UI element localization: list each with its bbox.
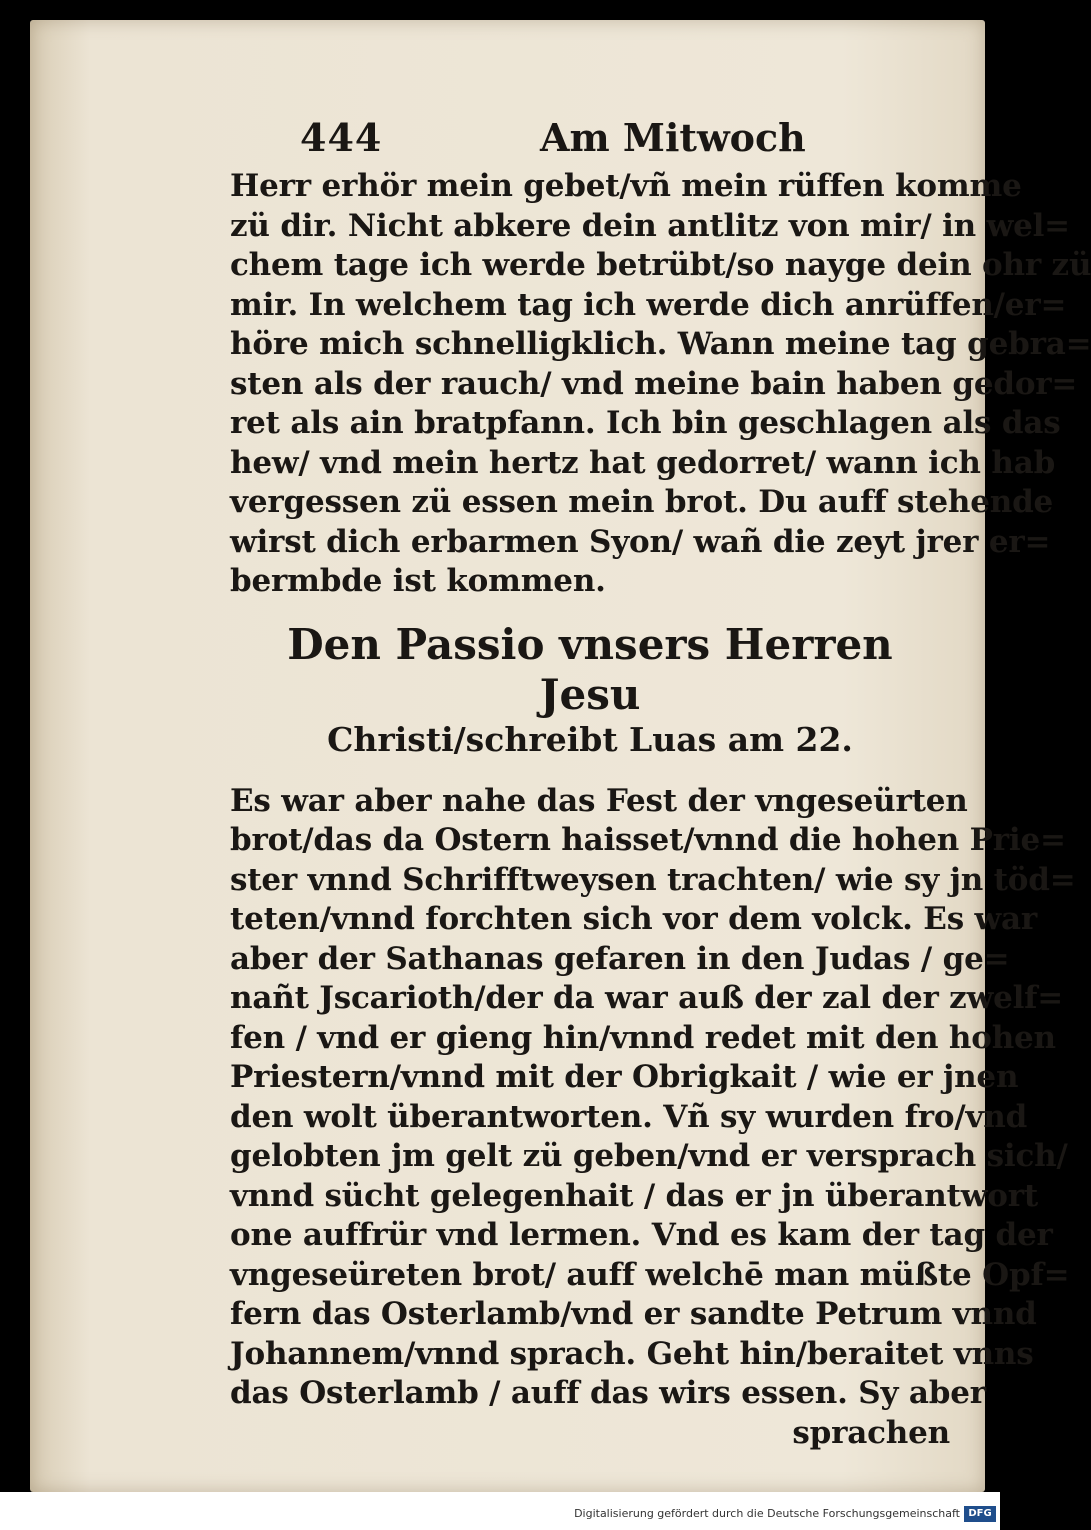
running-head: Am Mitwoch (540, 115, 806, 160)
text-line: Es war aber nahe das Fest der vngeseürten (230, 782, 968, 819)
page-number: 444 (300, 115, 383, 160)
text-line: Johannem/vnnd sprach. Geht hin/beraitet vnns (230, 1335, 1034, 1372)
paragraph-psalm (230, 167, 1091, 602)
text-line: den wolt überantworten. Vñ sy wurden fro/vnd (230, 1098, 1028, 1135)
text-line: one auffrür vnd lermen. Vnd es kam der tag der (230, 1217, 1053, 1253)
scanned-page (30, 20, 1091, 1492)
text-line: Priestern/vnnd mit der Obrigkait / wie er jnen (230, 1059, 1019, 1095)
text-line: höre mich schnelligklich. Wann meine tag gebra= (230, 326, 1091, 362)
text-line: fen / vnd er gieng hin/vnnd redet mit den hohen (230, 1019, 1056, 1056)
text-line: nañt Jscarioth/der da war auß der zal der zwelf= (230, 980, 1064, 1016)
text-line: brot/das da Ostern haisset/vnnd die hohen Prie= (230, 822, 1066, 858)
text-line: hew/ vnd mein hertz hat gedorret/ wann ich hab (230, 444, 1056, 481)
text-line: aber der Sathanas gefaren in den Judas / ge= (230, 940, 1010, 977)
text-line: mir. In welchem tag ich werde dich anrüffen/er= (230, 286, 1067, 323)
footer-bar (0, 1492, 1000, 1530)
text-line: teten/vnnd forchten sich vor dem volck. Es war (230, 901, 1038, 937)
text-line: wirst dich erbarmen Syon/ wañ die zeyt jrer er= (230, 523, 1051, 560)
text-line: vergessen zü essen mein brot. Du auff stehende (230, 484, 1054, 520)
page-header (230, 115, 990, 167)
section-heading: Den Passio vnsers Herren Jesu (287, 619, 893, 719)
paragraph-passion (230, 782, 1076, 1414)
text-block (230, 115, 1091, 1453)
text-line: vngeseüreten brot/ auff welchē man müßte Opf= (230, 1256, 1070, 1293)
text-line: bermbde ist kommen. (230, 563, 606, 599)
text-line: chem tage ich werde betrübt/so nayge dein ohr zü (230, 247, 1091, 283)
text-line: das Osterlamb / auff das wirs essen. Sy aber (230, 1375, 986, 1411)
text-line: zü dir. Nicht abkere dein antlitz von mir/ in wel= (230, 207, 1070, 244)
text-line: gelobten jm gelt zü geben/vnd er versprach sich/ (230, 1138, 1068, 1174)
text-line: vnnd sücht gelegenhait / das er jn überantwort (230, 1177, 1038, 1214)
dfg-logo: DFG (964, 1506, 996, 1522)
section-subheading: Christi/schreibt Luas am 22. (327, 719, 853, 759)
text-line: sten als der rauch/ vnd meine bain haben gedor= (230, 365, 1078, 402)
footer-credit: Digitalisierung gefördert durch die Deutsche Forschungsgemeinschaft (574, 1507, 960, 1520)
text-line: fern das Osterlamb/vnd er sandte Petrum vnnd (230, 1296, 1037, 1332)
catchword: sprachen (792, 1414, 950, 1451)
text-line: Herr erhör mein gebet/vñ mein rüffen komme (230, 168, 1022, 204)
text-line: ster vnnd Schrifftweysen trachten/ wie sy jn töd= (230, 861, 1076, 898)
text-line: ret als ain bratpfann. Ich bin geschlagen als das (230, 405, 1061, 441)
